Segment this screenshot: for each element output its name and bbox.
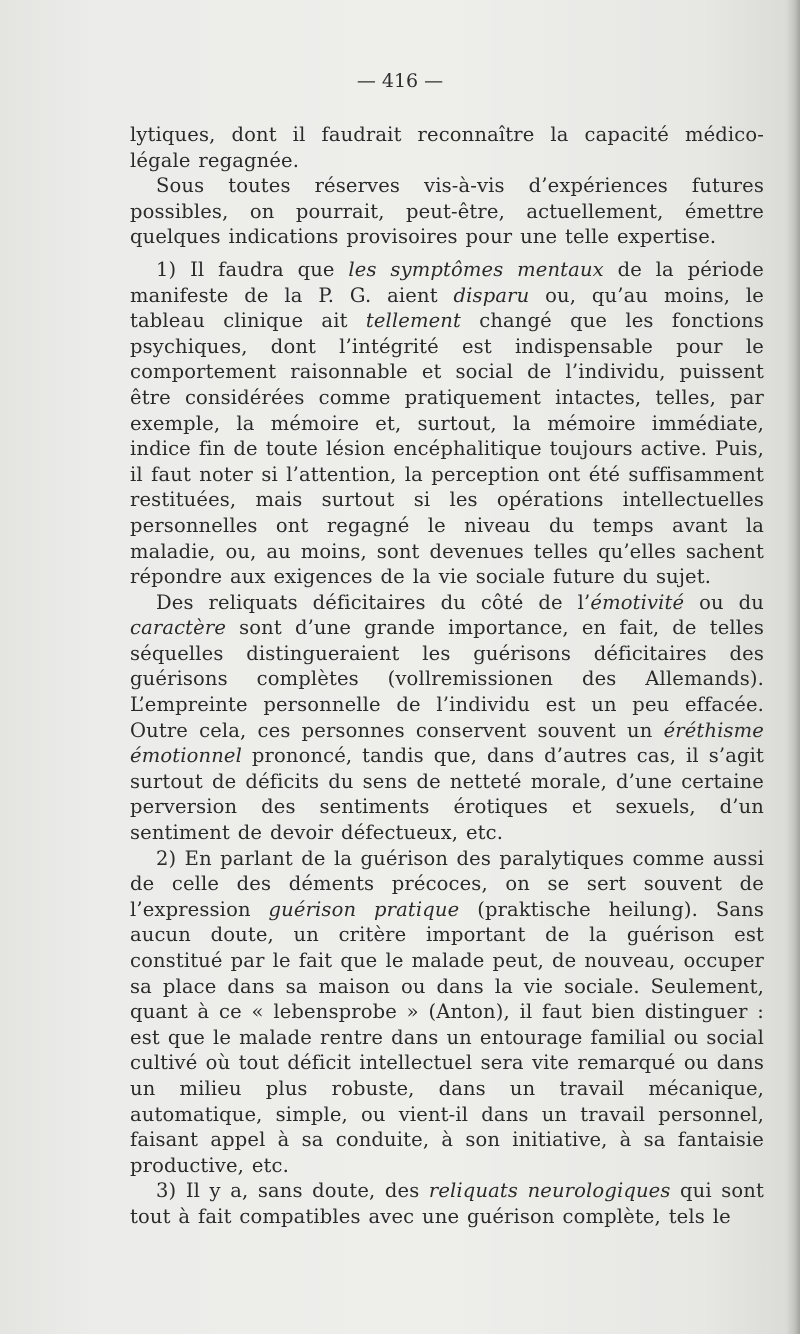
text-run: qui sont tout à fait compatibles avec une guérison complète, tels le xyxy=(130,1179,764,1228)
italic-phrase: tellement xyxy=(365,309,461,333)
paragraph-reliquats-deficitaires xyxy=(130,590,764,846)
italic-phrase: disparu xyxy=(453,283,530,307)
text-run: 1) Il faudra que xyxy=(156,257,349,281)
italic-phrase: caractère xyxy=(130,616,227,640)
text-run: (praktische heilung). Sans aucun doute, un critère important de la guérison est constitué par le fait que le malade peut, de nouveau, occuper sa place dans sa maison ou dans la vie sociale. Seulement, quant à ce « lebensprobe » (Anton), il faut bien distinguer : est que le malade rentre dans un entourage familial ou social cultivé où tout déficit intellectuel sera vite remarqué ou dans un milieu plus robuste, dans un travail mécanique, automatique, simple, ou vient-il dans un travail personnel, faisant appel à sa conduite, à son initiative, à sa fantaisie productive, etc. xyxy=(130,897,764,1177)
text-run: 2) En parlant de la guérison des paralytiques comme aussi de celle des déments précoces, on se sert souvent de l’expression xyxy=(130,846,764,921)
text-run: ou, qu’au moins, le tableau clinique ait xyxy=(130,283,764,333)
text-run: ou du xyxy=(684,590,764,614)
italic-phrase: les symptômes mentaux xyxy=(348,257,604,281)
text-run: 3) Il y a, sans doute, des xyxy=(156,1179,429,1203)
text-run: Des reliquats déficitaires du côté de l’ xyxy=(156,590,591,614)
italic-phrase: émotivité xyxy=(590,590,685,614)
text-run: changé que les fonctions psychiques, dont l’intégrité est indispensable pour le comportement raisonnable et social de l’individu, puissent être considérées comme pratiquement intactes, telles, par exemple, la mémoire et, surtout, la mémoire immédiate, indice fin de toute lésion encéphalitique toujours active. Puis, il faut noter si l’attention, la perception ont été suffisamment restituées, mais surtout si les opérations intellectuelles personnelles ont regagné le niveau du temps avant la maladie, ou, au moins, sont devenues telles qu’elles sachent répondre aux exigences de la vie sociale future du sujet. xyxy=(130,309,765,589)
paragraph-point-3 xyxy=(130,1178,764,1229)
text-run: de la période manifeste de la P. G. aient xyxy=(130,257,764,307)
paragraph-point-1 xyxy=(130,257,764,590)
text-run: prononcé, tandis que, dans d’autres cas, il s’agit surtout de déficits du sens de netteté morale, d’une certaine perversion des sentiments érotiques et sexuels, d’un sentiment de devoir défectueux, etc. xyxy=(130,744,764,845)
page-edge-shadow xyxy=(786,0,800,1334)
italic-phrase: éréthisme émotionnel xyxy=(130,718,764,768)
paragraph-continuation: lytiques, dont il faudrait reconnaître la capacité médico-légale regagnée. xyxy=(130,123,764,172)
text-run: sont d’une grande importance, en fait, de telles séquelles distingueraient les guérisons déficitaires des guérisons complètes (vollremissionen des Allemands). L’empreinte personnelle de l’individu est un peu effacée. Outre cela, ces personnes conservent souvent un xyxy=(130,616,764,742)
page-number: — 416 — xyxy=(356,70,444,92)
paragraph-reserves: Sous toutes réserves vis-à-vis d’expériences futures possibles, on pourrait, peut-être, actuellement, émettre quelques indications provisoires pour une telle expertise. xyxy=(130,174,764,249)
italic-phrase: guérison pratique xyxy=(268,897,460,921)
italic-phrase: reliquats neurologiques xyxy=(428,1179,671,1203)
paragraph-point-2 xyxy=(130,846,764,1179)
body-text xyxy=(130,122,764,1230)
